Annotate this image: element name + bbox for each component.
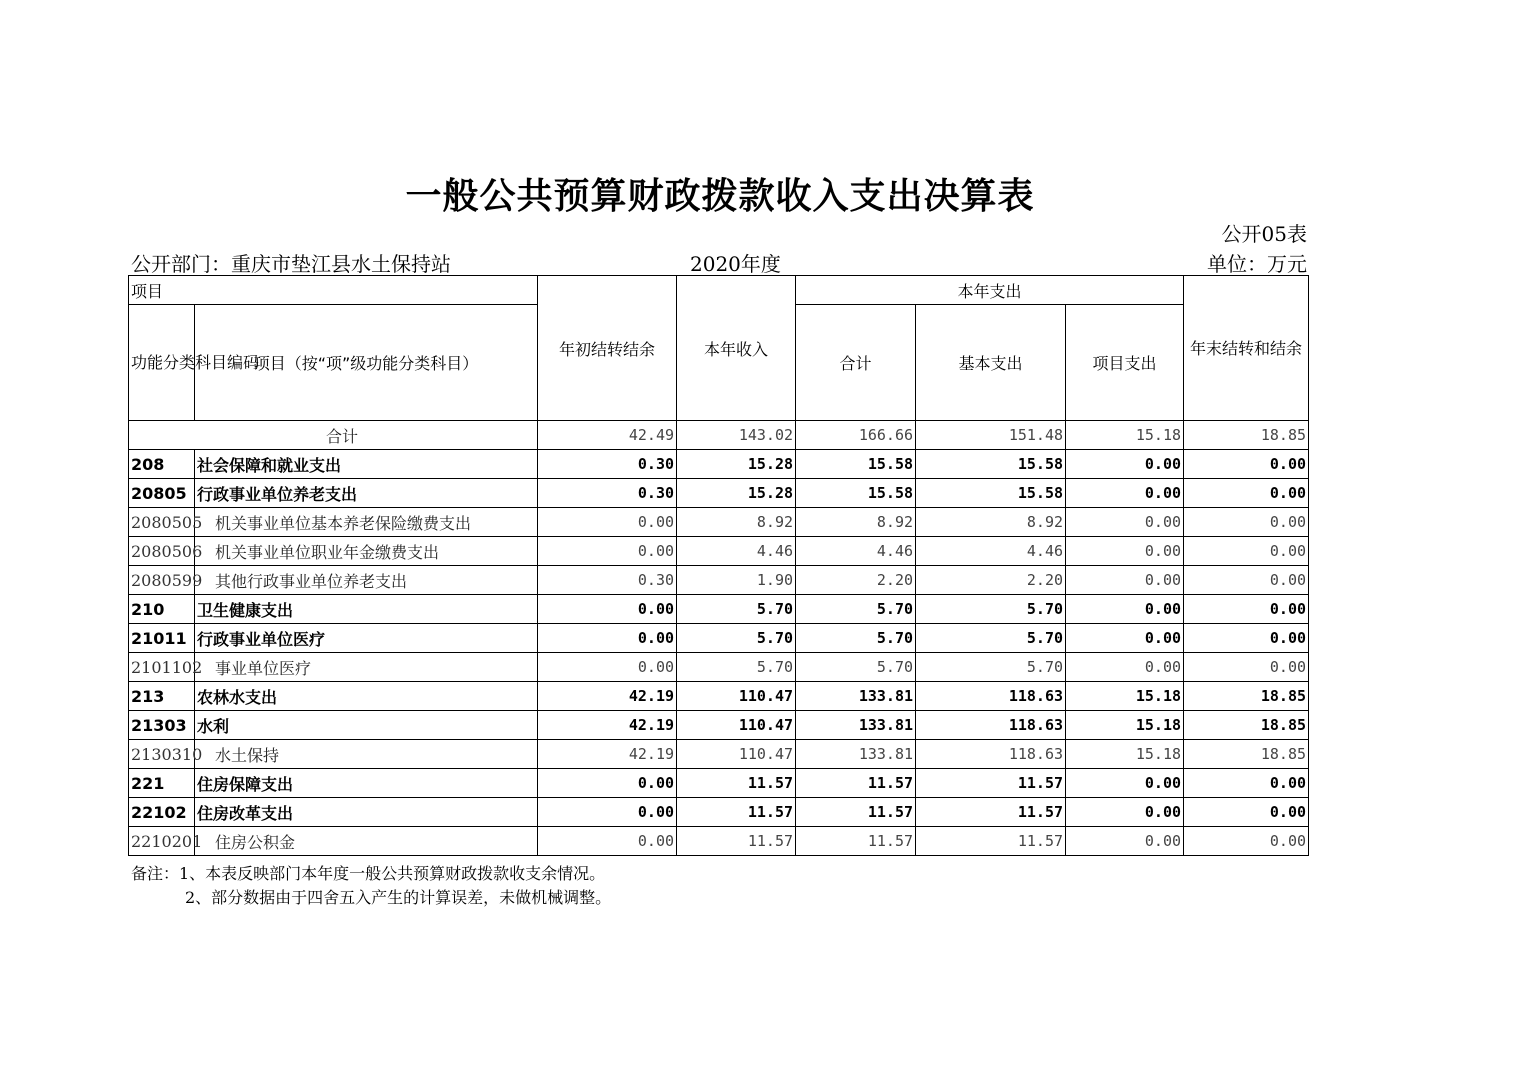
total-row — [129, 421, 1309, 450]
row-income: 11.57 — [677, 798, 796, 827]
table-row — [129, 740, 1309, 769]
row-opening: 0.00 — [538, 537, 677, 566]
header-project-expense: 项目支出 — [1066, 305, 1184, 421]
row-code: 21011 — [129, 624, 195, 653]
row-basic: 118.63 — [916, 711, 1066, 740]
row-project: 0.00 — [1066, 798, 1184, 827]
row-name: 住房保障支出 — [195, 769, 538, 798]
row-closing: 0.00 — [1184, 508, 1309, 537]
total-basic: 151.48 — [916, 421, 1066, 450]
row-income: 11.57 — [677, 827, 796, 856]
header-basic-expense: 基本支出 — [916, 305, 1066, 421]
row-income: 5.70 — [677, 624, 796, 653]
row-code: 221 — [129, 769, 195, 798]
row-code: 2080506 — [129, 537, 195, 566]
row-basic: 118.63 — [916, 740, 1066, 769]
row-code: 2130310 — [129, 740, 195, 769]
row-basic: 118.63 — [916, 682, 1066, 711]
row-project: 0.00 — [1066, 450, 1184, 479]
row-code: 22102 — [129, 798, 195, 827]
row-project: 15.18 — [1066, 682, 1184, 711]
row-basic: 5.70 — [916, 624, 1066, 653]
row-name: 住房公积金 — [195, 827, 538, 856]
row-name: 农林水支出 — [195, 682, 538, 711]
row-income: 110.47 — [677, 740, 796, 769]
row-project: 0.00 — [1066, 827, 1184, 856]
row-opening: 0.00 — [538, 653, 677, 682]
row-name: 水土保持 — [195, 740, 538, 769]
row-closing: 0.00 — [1184, 537, 1309, 566]
row-name: 其他行政事业单位养老支出 — [195, 566, 538, 595]
note-1: 备注：1、本表反映部门本年度一般公共预算财政拨款收支余情况。 — [131, 864, 606, 883]
row-expense-total: 5.70 — [796, 653, 916, 682]
row-code: 2080505 — [129, 508, 195, 537]
table-row — [129, 450, 1309, 479]
row-expense-total: 5.70 — [796, 595, 916, 624]
row-name: 行政事业单位养老支出 — [195, 479, 538, 508]
row-expense-total: 15.58 — [796, 479, 916, 508]
row-income: 5.70 — [677, 595, 796, 624]
row-opening: 42.19 — [538, 682, 677, 711]
row-income: 15.28 — [677, 450, 796, 479]
row-closing: 18.85 — [1184, 740, 1309, 769]
table-row — [129, 653, 1309, 682]
total-closing: 18.85 — [1184, 421, 1309, 450]
header-expense-total: 合计 — [796, 305, 916, 421]
row-code: 2101102 — [129, 653, 195, 682]
row-income: 15.28 — [677, 479, 796, 508]
total-project: 15.18 — [1066, 421, 1184, 450]
table-row — [129, 479, 1309, 508]
row-project: 0.00 — [1066, 508, 1184, 537]
row-basic: 11.57 — [916, 769, 1066, 798]
table-row — [129, 827, 1309, 856]
row-project: 15.18 — [1066, 740, 1184, 769]
row-closing: 18.85 — [1184, 711, 1309, 740]
row-project: 0.00 — [1066, 479, 1184, 508]
row-closing: 0.00 — [1184, 769, 1309, 798]
row-name: 机关事业单位基本养老保险缴费支出 — [195, 508, 538, 537]
table-row — [129, 508, 1309, 537]
row-expense-total: 11.57 — [796, 798, 916, 827]
row-basic: 11.57 — [916, 798, 1066, 827]
header-name: 项目（按“项”级功能分类科目） — [195, 305, 538, 421]
row-opening: 42.19 — [538, 711, 677, 740]
page-title: 一般公共预算财政拨款收入支出决算表 — [405, 176, 1035, 217]
row-income: 110.47 — [677, 682, 796, 711]
total-label: 合计 — [129, 421, 538, 450]
budget-table — [128, 275, 1309, 856]
row-income: 8.92 — [677, 508, 796, 537]
row-income: 1.90 — [677, 566, 796, 595]
header-code: 功能分类科目编码 — [129, 305, 195, 421]
total-expense: 166.66 — [796, 421, 916, 450]
row-income: 110.47 — [677, 711, 796, 740]
row-opening: 0.00 — [538, 769, 677, 798]
row-opening: 0.00 — [538, 827, 677, 856]
note-2: 2、部分数据由于四舍五入产生的计算误差，未做机械调整。 — [185, 888, 612, 907]
row-expense-total: 133.81 — [796, 682, 916, 711]
row-opening: 0.00 — [538, 595, 677, 624]
row-expense-total: 133.81 — [796, 711, 916, 740]
table-row — [129, 711, 1309, 740]
unit-label: 单位：万元 — [1207, 252, 1307, 276]
table-row — [129, 537, 1309, 566]
row-expense-total: 11.57 — [796, 769, 916, 798]
table-row — [129, 682, 1309, 711]
row-project: 0.00 — [1066, 595, 1184, 624]
row-project: 0.00 — [1066, 653, 1184, 682]
row-expense-total: 15.58 — [796, 450, 916, 479]
row-code: 21303 — [129, 711, 195, 740]
row-income: 4.46 — [677, 537, 796, 566]
table-row — [129, 769, 1309, 798]
row-basic: 15.58 — [916, 479, 1066, 508]
row-project: 0.00 — [1066, 769, 1184, 798]
row-closing: 0.00 — [1184, 450, 1309, 479]
row-closing: 0.00 — [1184, 798, 1309, 827]
row-code: 2210201 — [129, 827, 195, 856]
row-project: 0.00 — [1066, 537, 1184, 566]
row-closing: 0.00 — [1184, 595, 1309, 624]
notes — [131, 862, 611, 910]
total-income: 143.02 — [677, 421, 796, 450]
department-label: 公开部门：重庆市垫江县水土保持站 — [131, 252, 451, 276]
row-name: 水利 — [195, 711, 538, 740]
row-basic: 11.57 — [916, 827, 1066, 856]
row-name: 社会保障和就业支出 — [195, 450, 538, 479]
row-code: 213 — [129, 682, 195, 711]
table-row — [129, 595, 1309, 624]
row-expense-total: 5.70 — [796, 624, 916, 653]
row-closing: 0.00 — [1184, 479, 1309, 508]
header-opening-balance: 年初结转结余 — [538, 276, 677, 421]
row-project: 0.00 — [1066, 624, 1184, 653]
header-income: 本年收入 — [677, 276, 796, 421]
row-basic: 15.58 — [916, 450, 1066, 479]
row-basic: 8.92 — [916, 508, 1066, 537]
row-opening: 42.19 — [538, 740, 677, 769]
row-code: 210 — [129, 595, 195, 624]
row-opening: 0.30 — [538, 566, 677, 595]
row-basic: 2.20 — [916, 566, 1066, 595]
row-opening: 0.30 — [538, 479, 677, 508]
row-expense-total: 11.57 — [796, 827, 916, 856]
row-name: 住房改革支出 — [195, 798, 538, 827]
row-income: 5.70 — [677, 653, 796, 682]
row-project: 15.18 — [1066, 711, 1184, 740]
row-income: 11.57 — [677, 769, 796, 798]
row-closing: 0.00 — [1184, 624, 1309, 653]
row-name: 机关事业单位职业年金缴费支出 — [195, 537, 538, 566]
row-name: 行政事业单位医疗 — [195, 624, 538, 653]
table-row — [129, 798, 1309, 827]
row-name: 事业单位医疗 — [195, 653, 538, 682]
row-opening: 0.00 — [538, 624, 677, 653]
row-expense-total: 8.92 — [796, 508, 916, 537]
row-code: 208 — [129, 450, 195, 479]
table-row — [129, 566, 1309, 595]
row-basic: 5.70 — [916, 653, 1066, 682]
row-opening: 0.30 — [538, 450, 677, 479]
row-name: 卫生健康支出 — [195, 595, 538, 624]
row-expense-total: 2.20 — [796, 566, 916, 595]
row-closing: 18.85 — [1184, 682, 1309, 711]
form-number: 公开05表 — [1221, 222, 1307, 246]
row-expense-total: 133.81 — [796, 740, 916, 769]
row-closing: 0.00 — [1184, 827, 1309, 856]
row-project: 0.00 — [1066, 566, 1184, 595]
row-expense-total: 4.46 — [796, 537, 916, 566]
header-expense: 本年支出 — [796, 276, 1184, 305]
header-closing-balance: 年末结转和结余 — [1184, 276, 1309, 421]
total-opening: 42.49 — [538, 421, 677, 450]
table-row — [129, 624, 1309, 653]
row-code: 2080599 — [129, 566, 195, 595]
row-basic: 4.46 — [916, 537, 1066, 566]
header-item: 项目 — [129, 276, 538, 305]
row-basic: 5.70 — [916, 595, 1066, 624]
row-opening: 0.00 — [538, 798, 677, 827]
fiscal-year: 2020年度 — [690, 252, 781, 276]
row-closing: 0.00 — [1184, 566, 1309, 595]
row-closing: 0.00 — [1184, 653, 1309, 682]
row-code: 20805 — [129, 479, 195, 508]
row-opening: 0.00 — [538, 508, 677, 537]
